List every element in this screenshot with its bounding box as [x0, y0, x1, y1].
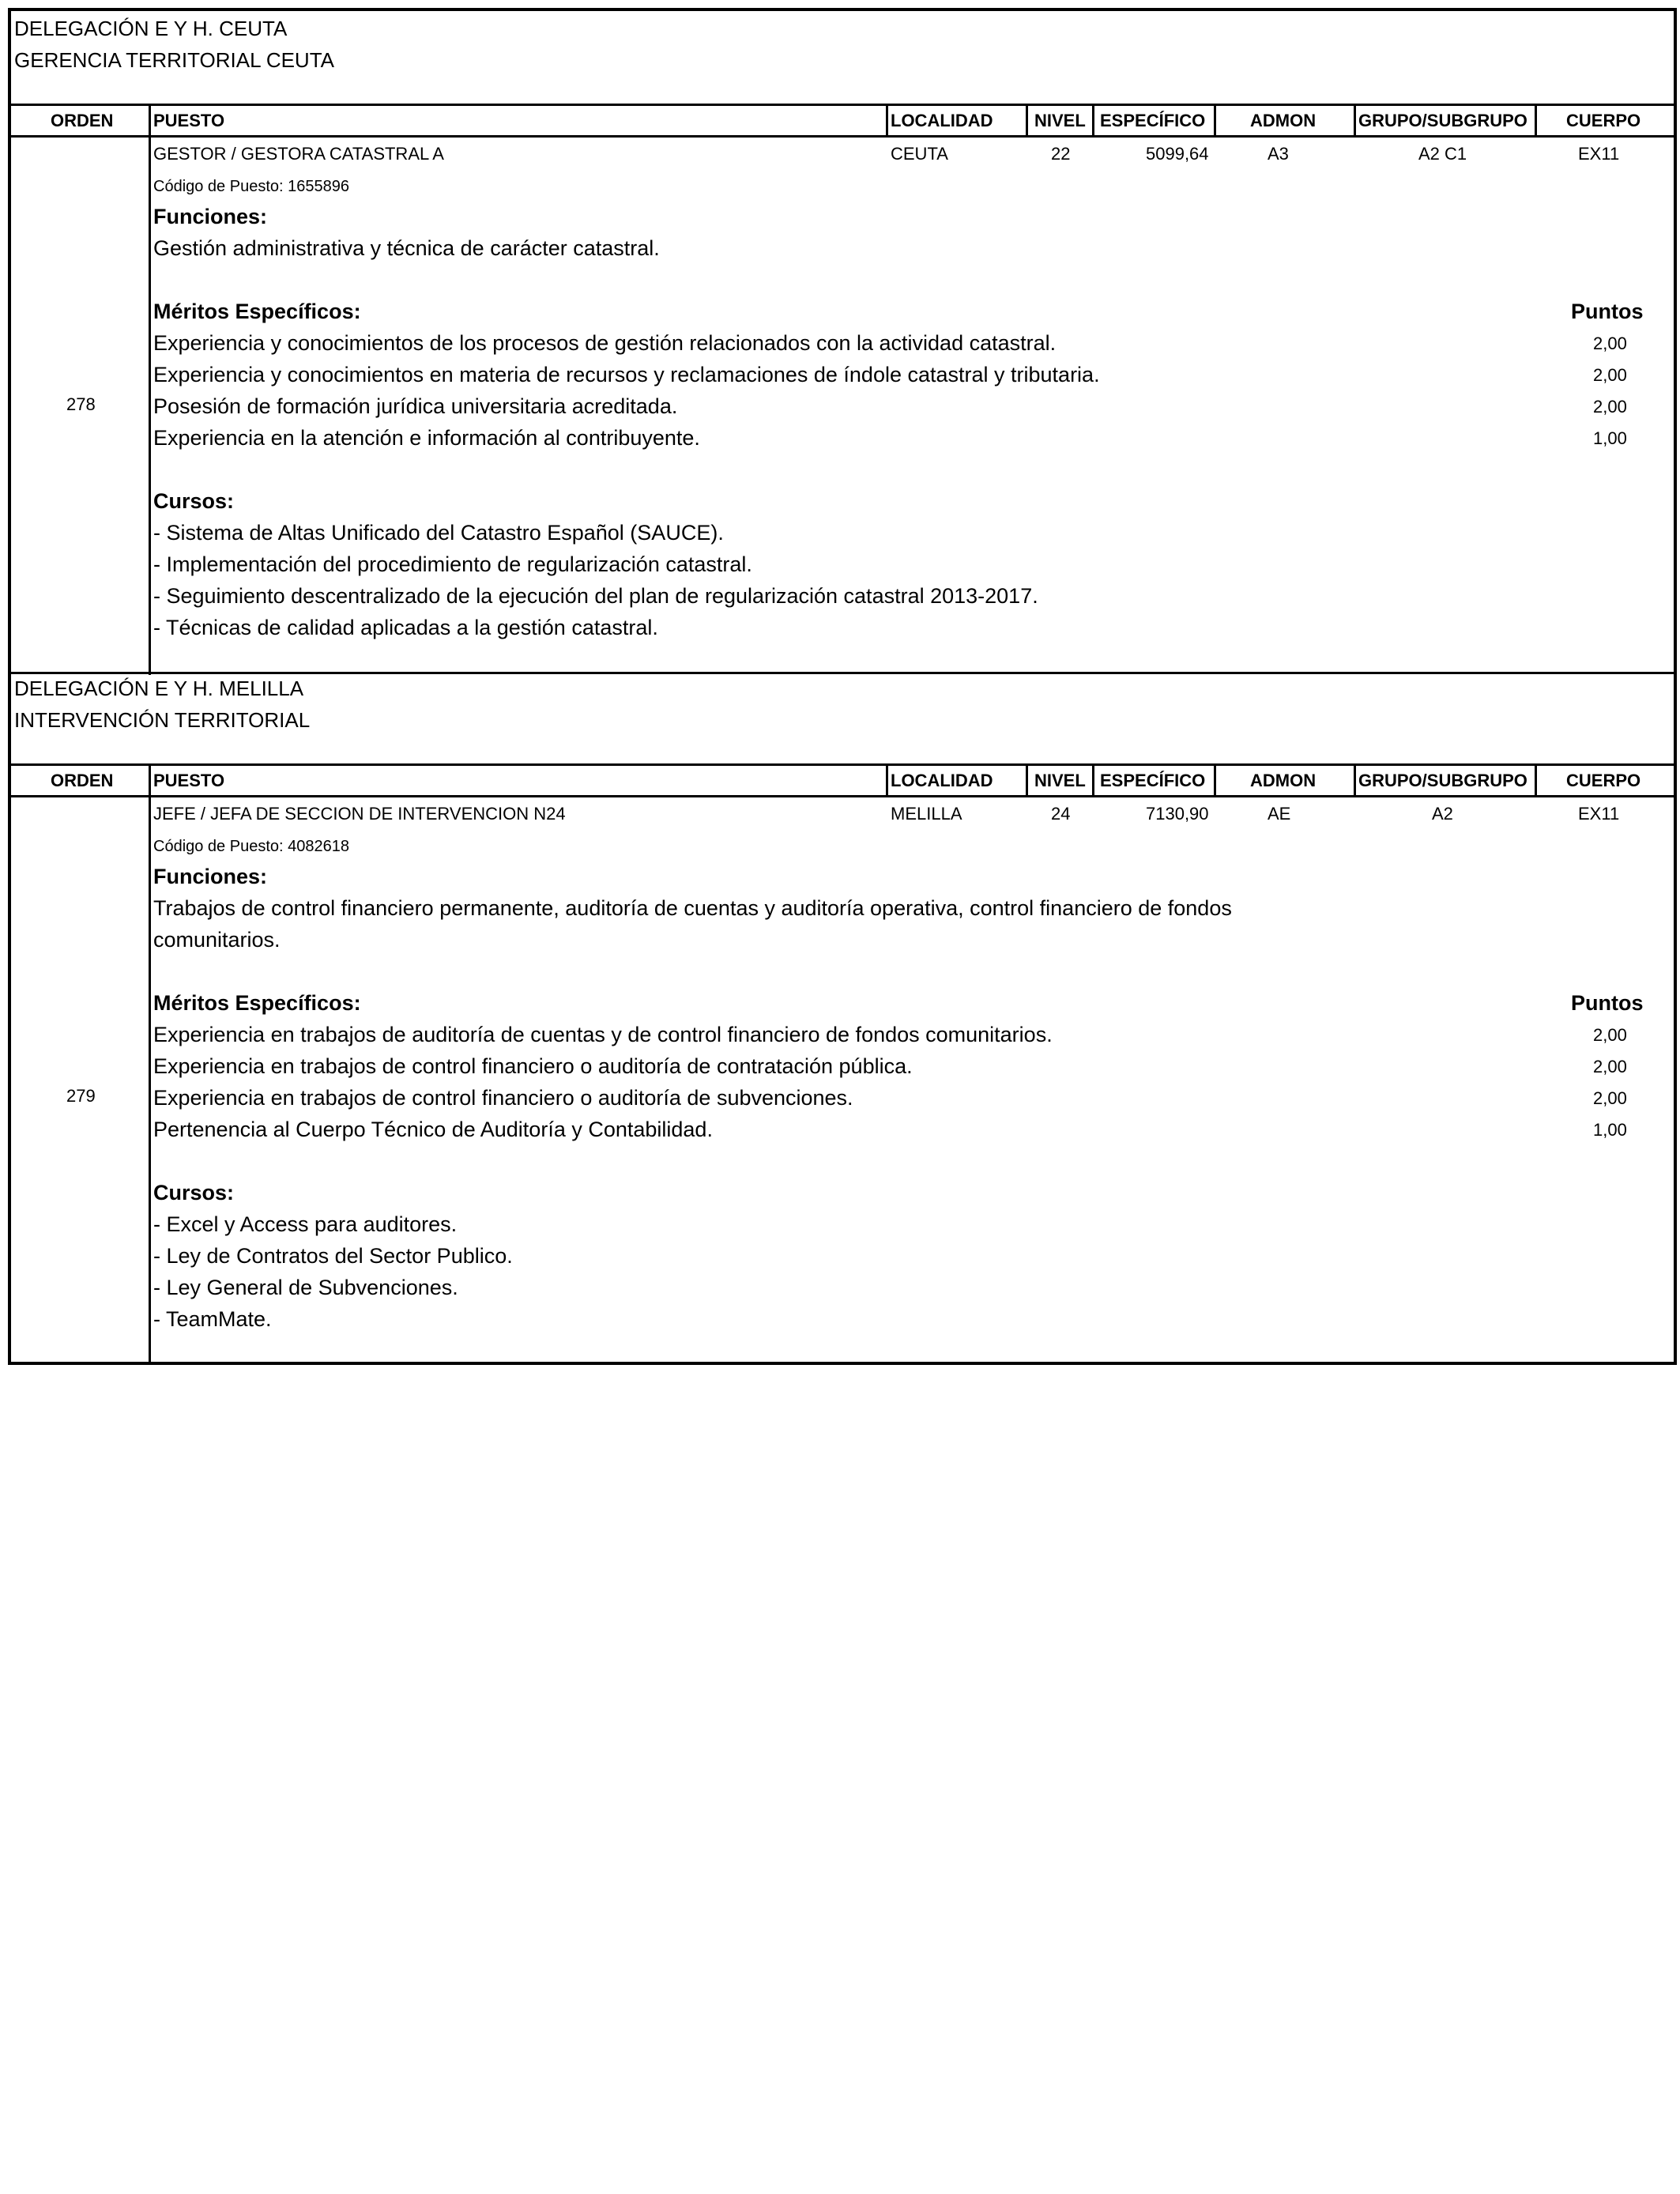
funciones-heading: Funciones: — [153, 205, 268, 228]
curso-item: - Ley General de Subvenciones. — [153, 1276, 458, 1299]
codigo-puesto: Código de Puesto: 1655896 — [153, 178, 349, 195]
funcion-line: comunitarios. — [153, 928, 281, 952]
merito-text: Experiencia en trabajos de control financiero o auditoría de subvenciones. — [153, 1086, 853, 1110]
header-top-rule — [11, 104, 1674, 106]
col-divider — [886, 763, 888, 795]
meritos-heading: Méritos Específicos: — [153, 300, 361, 323]
orden-column-divider — [149, 763, 151, 1365]
col-header-puesto: PUESTO — [153, 111, 225, 130]
merito-text: Experiencia en trabajos de auditoría de cuentas y de control financiero de fondos comunitarios. — [153, 1023, 1053, 1046]
cursos-heading: Cursos: — [153, 489, 235, 513]
orden-value: 279 — [66, 1086, 96, 1106]
section-ceuta — [11, 11, 1674, 675]
puntos-heading: Puntos — [1571, 991, 1644, 1015]
section-melilla — [11, 675, 1674, 1365]
unidad-title: GERENCIA TERRITORIAL CEUTA — [14, 48, 335, 72]
col-header-cuerpo: CUERPO — [1566, 771, 1641, 790]
merito-puntos: 1,00 — [1593, 428, 1627, 448]
funcion-line: Trabajos de control financiero permanente, auditoría de cuentas y auditoría operativa, control financiero de fondos — [153, 896, 1232, 920]
curso-item: - Implementación del procedimiento de regularización catastral. — [153, 552, 752, 576]
col-divider — [1092, 763, 1094, 795]
grupo-value: A2 C1 — [1418, 144, 1467, 164]
col-divider — [1092, 104, 1094, 135]
col-header-orden: ORDEN — [51, 771, 114, 790]
puesto-value: GESTOR / GESTORA CATASTRAL A — [153, 144, 444, 164]
admon-value: AE — [1268, 804, 1291, 824]
curso-item: - Excel y Access para auditores. — [153, 1212, 458, 1236]
col-header-localidad: LOCALIDAD — [891, 111, 993, 130]
funciones-heading: Funciones: — [153, 865, 268, 888]
grupo-value: A2 — [1432, 804, 1453, 824]
cuerpo-value: EX11 — [1578, 144, 1620, 164]
localidad-value: CEUTA — [891, 144, 948, 164]
funcion-line: Gestión administrativa y técnica de carácter catastral. — [153, 236, 660, 260]
curso-item: - Sistema de Altas Unificado del Catastro Español (SAUCE). — [153, 521, 724, 545]
header-bottom-rule — [11, 135, 1674, 138]
col-header-admon: ADMON — [1250, 771, 1317, 790]
curso-item: - Técnicas de calidad aplicadas a la gestión catastral. — [153, 616, 658, 639]
col-divider — [1026, 104, 1028, 135]
unidad-title: INTERVENCIÓN TERRITORIAL — [14, 708, 311, 732]
merito-puntos: 1,00 — [1593, 1120, 1627, 1140]
delegacion-title: DELEGACIÓN E Y H. MELILLA — [14, 677, 304, 700]
col-divider — [1535, 104, 1537, 135]
orden-value: 278 — [66, 394, 96, 414]
delegacion-title: DELEGACIÓN E Y H. CEUTA — [14, 17, 288, 40]
especifico-value: 5099,64 — [1146, 144, 1209, 164]
col-header-nivel: NIVEL — [1034, 771, 1086, 790]
col-header-localidad: LOCALIDAD — [891, 771, 993, 790]
merito-puntos: 2,00 — [1593, 397, 1627, 417]
header-top-rule — [11, 763, 1674, 766]
nivel-value: 24 — [1051, 804, 1071, 824]
puntos-heading: Puntos — [1571, 300, 1644, 323]
merito-text: Experiencia en trabajos de control financiero o auditoría de contratación pública. — [153, 1054, 913, 1078]
orden-column-divider — [149, 104, 151, 675]
col-header-grupo: GRUPO/SUBGRUPO — [1358, 771, 1527, 790]
document-frame — [8, 8, 1677, 1365]
curso-item: - TeamMate. — [153, 1307, 272, 1331]
col-divider — [1354, 104, 1356, 135]
col-header-cuerpo: CUERPO — [1566, 111, 1641, 130]
merito-text: Experiencia y conocimientos en materia de recursos y reclamaciones de índole catastral y tributaria. — [153, 363, 1100, 386]
merito-puntos: 2,00 — [1593, 1057, 1627, 1076]
merito-text: Experiencia y conocimientos de los procesos de gestión relacionados con la actividad catastral. — [153, 331, 1057, 355]
merito-text: Posesión de formación jurídica universitaria acreditada. — [153, 394, 678, 418]
curso-item: - Ley de Contratos del Sector Publico. — [153, 1244, 513, 1268]
col-divider — [1214, 104, 1216, 135]
localidad-value: MELILLA — [891, 804, 962, 824]
admon-value: A3 — [1268, 144, 1289, 164]
nivel-value: 22 — [1051, 144, 1071, 164]
merito-text: Experiencia en la atención e información al contribuyente. — [153, 426, 700, 450]
curso-item: - Seguimiento descentralizado de la ejecución del plan de regularización catastral 2013-2017. — [153, 584, 1038, 608]
col-header-especifico: ESPECÍFICO — [1100, 771, 1206, 790]
cuerpo-value: EX11 — [1578, 804, 1620, 824]
meritos-heading: Méritos Específicos: — [153, 991, 361, 1015]
merito-puntos: 2,00 — [1593, 1025, 1627, 1045]
col-header-puesto: PUESTO — [153, 771, 225, 790]
col-header-nivel: NIVEL — [1034, 111, 1086, 130]
puesto-value: JEFE / JEFA DE SECCION DE INTERVENCION N24 — [153, 804, 566, 824]
col-divider — [886, 104, 888, 135]
especifico-value: 7130,90 — [1146, 804, 1209, 824]
merito-puntos: 2,00 — [1593, 334, 1627, 353]
section-divider — [11, 672, 1674, 674]
header-bottom-rule — [11, 795, 1674, 797]
col-header-admon: ADMON — [1250, 111, 1317, 130]
col-divider — [1026, 763, 1028, 795]
col-divider — [1354, 763, 1356, 795]
merito-puntos: 2,00 — [1593, 365, 1627, 385]
col-header-grupo: GRUPO/SUBGRUPO — [1358, 111, 1527, 130]
col-divider — [1214, 763, 1216, 795]
codigo-puesto: Código de Puesto: 4082618 — [153, 838, 349, 855]
merito-text: Pertenencia al Cuerpo Técnico de Auditoría y Contabilidad. — [153, 1118, 713, 1141]
col-header-orden: ORDEN — [51, 111, 114, 130]
col-header-especifico: ESPECÍFICO — [1100, 111, 1206, 130]
col-divider — [1535, 763, 1537, 795]
merito-puntos: 2,00 — [1593, 1088, 1627, 1108]
cursos-heading: Cursos: — [153, 1181, 235, 1204]
